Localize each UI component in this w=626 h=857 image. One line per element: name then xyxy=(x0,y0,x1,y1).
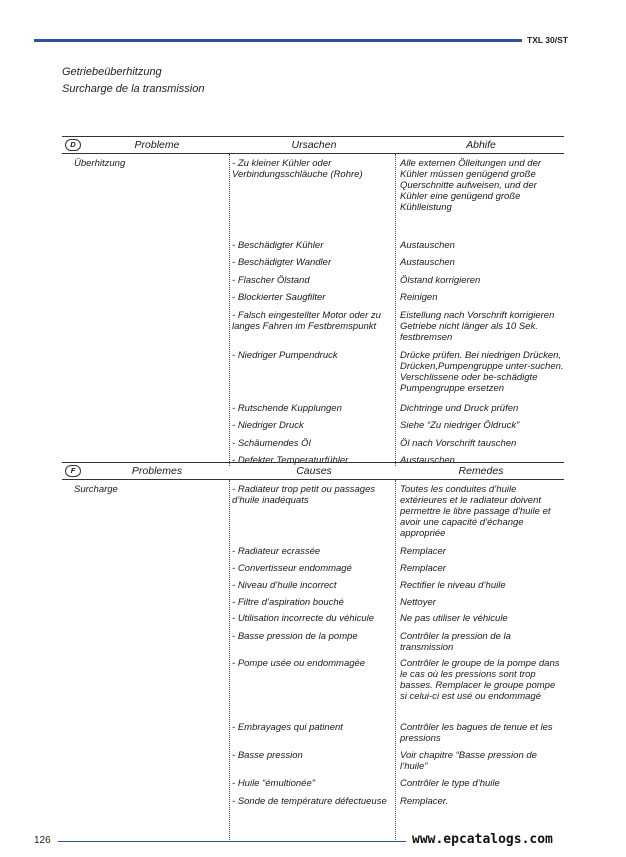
remedy-cell: Remplacer xyxy=(400,546,446,557)
cause-cell: - Rutschende Kupplungen xyxy=(232,403,390,414)
cause-cell: - Beschädigter Wandler xyxy=(232,257,390,268)
cause-cell: - Utilisation incorrecte du véhicule xyxy=(232,613,390,624)
col-header-problem: Probleme xyxy=(134,139,180,151)
remedy-cell: Nettoyer xyxy=(400,597,436,608)
cause-cell: - Sonde de température défectueuse xyxy=(232,796,390,807)
language-badge-fr: F xyxy=(65,465,81,477)
remedy-cell: Remplacer xyxy=(400,563,446,574)
remedy-cell: Ne pas utiliser le véhicule xyxy=(400,613,508,624)
remedy-cell: Eistellung nach Vorschrift korrigieren Getriebe nicht länger als 10 Sek. festbremsen xyxy=(400,310,555,343)
footer-rule xyxy=(58,841,406,842)
cause-cell: - Niedriger Pumpendruck xyxy=(232,350,390,361)
table-fr xyxy=(62,462,564,842)
cause-cell: - Pompe usée ou endommagée xyxy=(232,658,390,669)
cause-cell: - Convertisseur endommagé xyxy=(232,563,390,574)
col-header-cause: Causes xyxy=(296,465,332,477)
remedy-cell: Contrôler les bagues de tenue et les pressions xyxy=(400,722,553,744)
remedy-cell: Contrôler le groupe de la pompe dans le cas où les pressions sont trop basses. Remplacer le groupe pompe si celui-ci est usé ou endommagé xyxy=(400,658,560,702)
column-divider xyxy=(395,154,396,466)
cause-cell: - Radiateur ecrassée xyxy=(232,546,390,557)
heading-de: Getriebeüberhitzung xyxy=(62,66,162,78)
table-de-body xyxy=(62,154,564,466)
remedy-cell: Dichtringe und Druck prüfen xyxy=(400,403,519,414)
cause-cell: - Defekter Temperaturfühler xyxy=(232,455,390,466)
remedy-cell: Rectifier le niveau d’huile xyxy=(400,580,506,591)
remedy-cell: Austauschen xyxy=(400,240,455,251)
cause-cell: - Niedriger Druck xyxy=(232,420,390,431)
cause-cell: - Embrayages qui patinent xyxy=(232,722,390,733)
column-divider xyxy=(229,154,230,466)
remedy-cell: Austauschen. xyxy=(400,455,458,466)
col-header-cause: Ursachen xyxy=(291,139,337,151)
column-divider xyxy=(229,480,230,842)
problem-cell: Überhitzung xyxy=(74,158,126,169)
remedy-cell: Drücke prüfen. Bei niedrigen Drücken, Drücken,Pumpengruppe unter-suchen. Verschlissene oder be-schädigte Pumpengruppe ersetzen xyxy=(400,350,564,394)
cause-cell: - Filtre d’aspiration bouché xyxy=(232,597,390,608)
col-header-remedy: Remedes xyxy=(458,465,504,477)
heading-fr: Surcharge de la transmission xyxy=(62,83,205,95)
cause-cell: - Basse pression xyxy=(232,750,390,761)
table-de-header xyxy=(62,136,564,154)
page-number: 126 xyxy=(34,835,51,846)
language-badge-de: D xyxy=(65,139,81,151)
model-label: TXL 30/ST xyxy=(527,35,568,45)
cause-cell: - Zu kleiner Kühler oder Verbindungsschläuche (Rohre) xyxy=(232,158,390,180)
remedy-cell: Contrôler le type d’huile xyxy=(400,778,500,789)
column-divider xyxy=(395,480,396,842)
cause-cell: - Radiateur trop petit ou passages d’huile inadéquats xyxy=(232,484,390,506)
cause-cell: - Schäumendes Öl xyxy=(232,438,390,449)
cause-cell: - Falsch eingestellter Motor oder zu langes Fahren im Festbremspunkt xyxy=(232,310,390,332)
remedy-cell: Toutes les conduites d’huile extérieures et le radiateur doivent permettre le libre passage d’huile et avoir une capacité d’échange appropriée xyxy=(400,484,551,539)
cause-cell: - Huile “émultionée” xyxy=(232,778,390,789)
remedy-cell: Öl nach Vorschrift tauschen xyxy=(400,438,517,449)
problem-cell: Surcharge xyxy=(74,484,118,495)
table-fr-header xyxy=(62,462,564,480)
col-header-problem: Problemes xyxy=(131,465,183,477)
remedy-cell: Voir chapitre “Basse pression de l’huile” xyxy=(400,750,537,772)
remedy-cell: Reinigen xyxy=(400,292,438,303)
remedy-cell: Austauschen xyxy=(400,257,455,268)
website-watermark: www.epcatalogs.com xyxy=(412,832,553,847)
remedy-cell: Contrôler la pression de la transmission xyxy=(400,631,511,653)
cause-cell: - Flascher Ölstand xyxy=(232,275,390,286)
header-rule xyxy=(34,39,522,42)
remedy-cell: Siehe “Zu niedriger Öldruck” xyxy=(400,420,520,431)
cause-cell: - Niveau d’huile incorrect xyxy=(232,580,390,591)
cause-cell: - Blockierter Saugfilter xyxy=(232,292,390,303)
table-fr-body xyxy=(62,480,564,842)
remedy-cell: Remplacer. xyxy=(400,796,449,807)
cause-cell: - Beschädigter Kühler xyxy=(232,240,390,251)
col-header-remedy: Abhife xyxy=(466,139,496,151)
remedy-cell: Alle externen Ölleitungen und der Kühler müssen genügend große Querschnitte aufweisen, und der Kühler eine genügend große Kühlleistung xyxy=(400,158,542,213)
remedy-cell: Ölstand korrigieren xyxy=(400,275,481,286)
table-de xyxy=(62,136,564,466)
cause-cell: - Basse pression de la pompe xyxy=(232,631,390,642)
